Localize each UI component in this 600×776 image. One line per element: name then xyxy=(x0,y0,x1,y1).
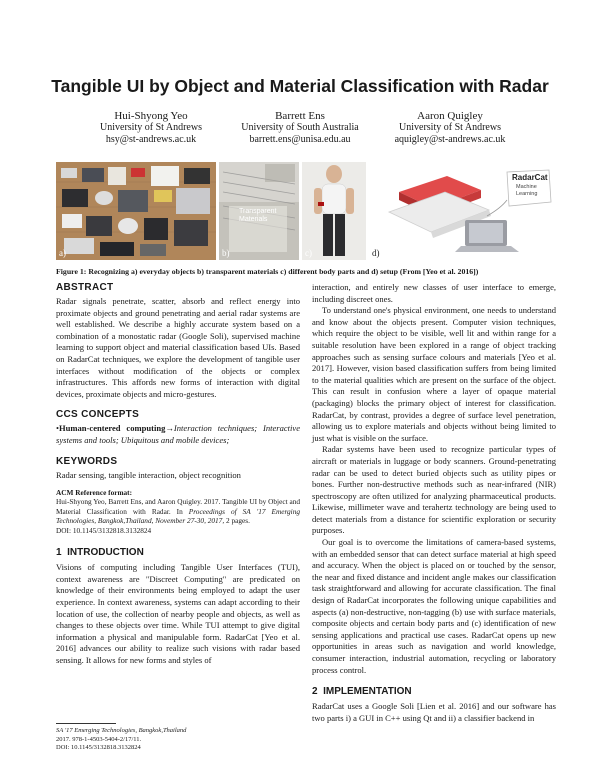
intro-paragraph-1: Visions of computing including Tangible User Interfaces (TUI), context awareness are "Discreet Computing" are predicated on knowledge of their environments being employed to adapt the user experience. In context awareness, systems can adapt according to their location of use, the collection of nearby people and objects, as well as changes to these objects over time. While TUI attempt to give digital information a physical and manipulable form. RadarCat [Yeo et al. 2016] advances our ability to realize such visions with radar based sensing. It allows for new forms and styles of xyxy=(56,562,300,665)
impl-heading xyxy=(312,686,556,697)
ccs-rest: Interaction techniques; Interactive systems and tools; Ubiquitous and mobile devices; xyxy=(56,423,300,445)
author-email: hsy@st-andrews.ac.uk xyxy=(105,134,197,145)
figure-caption: Figure 1: Recognizing a) everyday objects b) transparent materials c) different body parts and d) setup (From [Yeo et al. 2016]) xyxy=(56,267,479,276)
figure-label-b: b) xyxy=(222,248,230,258)
radarcat-label: RadarCat xyxy=(512,173,548,182)
intro-paragraph-3: To understand one's physical environment, one needs to understand and know about the objects present. Computer vision techniques, which require the object to be visible, well lit and within range for a suitable resolution have been explored in a range of object tracking approaches such as sensing surface colours and materials [Yeo et al. 2017]. However, vision based classification suffers from being limited to the material qualities which are present on the surface of the object. This can result in confusion where a layer of opaque material (packaging) blocks the primary object of interest for classification. RadarCat, by contrast, provides a degree of surface level penetration, allowing us to explore materials and objects without being limited to just what is visible on the surface. xyxy=(312,305,556,443)
acm-ref-doi: DOI: 10.1145/3132818.3132824 xyxy=(56,525,152,535)
intro-title: INTRODUCTION xyxy=(67,547,144,559)
abstract-heading: ABSTRACT xyxy=(56,282,114,293)
author-name: Barrett Ens xyxy=(275,110,325,122)
impl-paragraph-1: RadarCat uses a Google Soli [Lien et al. 2016] and our software has two parts i) a GUI in C++ using Qt and ii) a classifier backend in xyxy=(312,701,556,723)
figure-panel-body xyxy=(302,162,366,260)
acm-ref-text xyxy=(56,497,300,526)
footnote-line-2: 2017. 978-1-4503-5404-2/17/11. xyxy=(56,735,142,743)
figure-1 xyxy=(56,162,556,260)
figure-panel-transparent xyxy=(219,162,299,260)
ccs-lead: Human-centered computing xyxy=(59,423,166,434)
intro-paragraph-4: Radar systems have been used to recognize particular types of aircraft or materials in luggage or body scanners. Ground-penetrating radar can be used to detect buried objects such as utility pipes or bones. Further non-destructive methods such as near-infrared (NIR) spectroscopy are often utilized for analyzing pharmaceutical products. Likewise, millimeter wave and terahertz technology are being used to detect materials from a distance for scientific exploration or security purposes. xyxy=(312,444,556,536)
left-column xyxy=(56,282,300,666)
ccs-heading: CCS CONCEPTS xyxy=(56,409,140,421)
abstract-text: Radar signals penetrate, scatter, absorb and reflect energy into proximate objects and ground penetrating and aerial radar systems are well established. We describe a highly accurate system based on a combination of a monostatic radar (Google Soli), supervised machine learning to support object and material classification based UIs. Based on RadarCat techniques, we explore the development of tangible user interfaces without modification of the objects or complex infrastructures. This affords new forms of interaction with digital devices, proximate objects and micro-gestures. xyxy=(56,296,300,399)
author-affiliation: University of South Australia xyxy=(241,122,359,133)
impl-title: IMPLEMENTATION xyxy=(323,686,412,698)
author-affiliation: University of St Andrews xyxy=(399,122,501,133)
ccs-arrow: → xyxy=(165,423,174,434)
ccs-text xyxy=(56,423,300,446)
intro-number: 1 xyxy=(56,547,62,559)
author-email: aquigley@st-andrews.ac.uk xyxy=(394,134,506,145)
radarcat-sublabel-2: Learning xyxy=(516,191,538,197)
impl-number: 2 xyxy=(312,686,318,698)
author-email: barrett.ens@unisa.edu.au xyxy=(249,134,351,145)
paper-title: Tangible UI by Object and Material Classification with Radar xyxy=(51,76,549,96)
author-name: Aaron Quigley xyxy=(417,110,483,122)
figure-label-d: d) xyxy=(372,248,380,258)
footnote-rule xyxy=(56,723,116,724)
figure-label-a: a) xyxy=(59,248,66,258)
figure-inset-label: Transparent Materials xyxy=(239,208,277,223)
acm-ref-tail: 2 pages. xyxy=(224,516,250,526)
figure-panel-objects xyxy=(56,162,216,260)
author-block-3 xyxy=(355,110,545,146)
author-name: Hui-Shyong Yeo xyxy=(114,110,188,122)
keywords-heading: KEYWORDS xyxy=(56,455,118,467)
keywords-text: Radar sensing, tangible interaction, object recognition xyxy=(56,469,241,480)
right-column xyxy=(312,282,556,724)
figure-label-c: c) xyxy=(305,248,312,258)
author-affiliation: University of St Andrews xyxy=(100,122,202,133)
acm-ref-authors: Hui-Shyong Yeo, Barrett Ens, and Aaron Quigley. 2017. Tangible UI by Object and Material Classification with Radar. In xyxy=(56,497,300,516)
footnote xyxy=(56,727,296,753)
ccs-bullet: • xyxy=(56,423,59,434)
intro-paragraph-2: interaction, and entirely new classes of user interface to emerge, including discreet ones. xyxy=(312,282,556,304)
intro-paragraph-5: Our goal is to overcome the limitations of camera-based systems, with an embedded sensor that can detect surface material at high speed and accuracy. When the object is placed on or touched by the sensor, the near and fixed distance and incident angle makes our classification task straightforward and allowing for accurate classification. The final design of RadarCat incorporates the following unique capabilities and aspects (a) non-destructive, non-tagging (b) use with surface materials, composite objects and certain body parts and (c) identification of new sensing applications and practical use cases. RadarCat opens up new opportunities in areas such as navigation and world knowledge, consumer interaction, industrial automation, recycling or laboratory process control. xyxy=(312,537,556,675)
acm-ref-venue: Proceedings of SA '17 Emerging Technologies, Bangkok,Thailand, November 27-30, 2017, xyxy=(56,506,301,526)
footnote-line-1: SA '17 Emerging Technologies, Bangkok,Thailand xyxy=(56,727,187,734)
acm-ref-heading: ACM Reference format: xyxy=(56,488,133,498)
figure-panel-setup xyxy=(369,162,556,260)
objects-photo xyxy=(56,162,216,260)
intro-heading xyxy=(56,547,300,558)
body-parts-photo xyxy=(302,162,366,260)
footnote-line-3: DOI: 10.1145/3132818.3132824 xyxy=(56,744,141,752)
radarcat-sublabel-1: Machine xyxy=(516,184,537,190)
